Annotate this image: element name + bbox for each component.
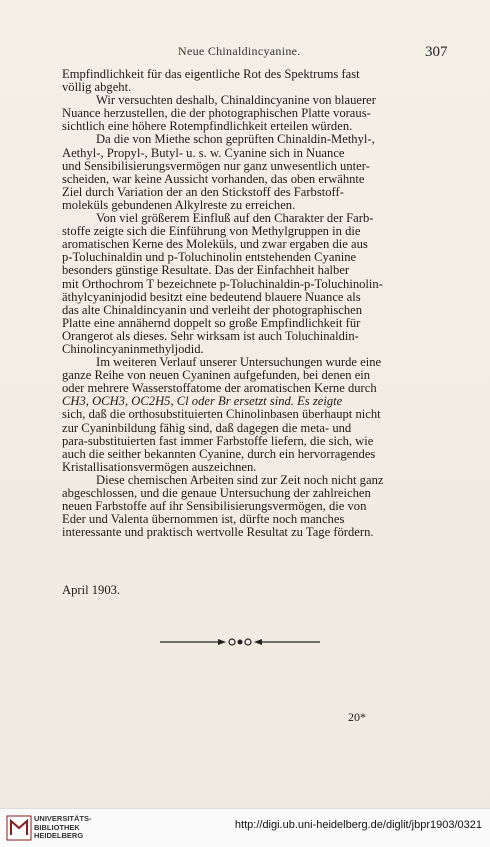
footer-bar [0, 808, 490, 847]
text-line: neuen Farbstoffe auf ihr Sensibilisierungsvermögen, die von [62, 499, 367, 514]
text-line: Eder und Valenta übernommen ist, dürfte noch manches [62, 512, 345, 527]
text-line: das alte Chinaldincyanin und verleiht der photographischen [62, 302, 363, 317]
text-line: zur Cyaninbildung fähig sind, daß dagegen die meta- und [62, 420, 352, 435]
text-line: sichtlich eine höhere Rotempfindlichkeit erteilen würden. [62, 119, 353, 134]
text-line: mit Orthochrom T bezeichnete p-Toluchinaldin-p-Toluchinolin- [62, 276, 383, 291]
text-line: Empfindlichkeit für das eigentliche Rot des Spektrums fast [62, 67, 360, 81]
text-line: moleküls gebundenen Alkylreste zu erreichen. [62, 197, 296, 212]
text-line: stoffe zeigte sich die Einführung von Methylgruppen in die [62, 224, 361, 239]
text-line: völlig abgeht. [62, 80, 132, 95]
text-line: Im weiteren Verlauf unserer Untersuchungen wurde eine [96, 355, 382, 370]
page-header [0, 44, 490, 64]
text-line: Von viel größerem Einfluß auf den Charakter der Farb- [96, 211, 374, 226]
text-line: auch die seither bekannten Cyanine, durch ein hervorragendes [62, 446, 376, 461]
text-line: ganze Reihe von neuen Cyaninen aufgefunden, bei denen ein [62, 368, 371, 383]
text-line: Da die von Miethe schon geprüften Chinaldin-Methyl-, [96, 132, 375, 147]
text-line: und Sensibilisierungsvermögen nur ganz unwesentlich unter- [62, 158, 370, 173]
text-line: Orangerot als dieses. Sehr wirksam ist auch Toluchinaldin- [62, 328, 359, 343]
page-number: 307 [425, 44, 448, 60]
date-line: April 1903. [62, 583, 121, 597]
body-text [62, 68, 440, 539]
library-name: UNIVERSITÄTS- BIBLIOTHEK HEIDELBERG [34, 814, 92, 840]
text-line: Kristallisationsvermögen auszeichnen. [62, 459, 257, 474]
signature-mark: 20* [348, 710, 366, 724]
running-head: Neue Chinaldincyanine. [178, 44, 301, 58]
text-line: aromatischen Kerne des Moleküls, und zwar ergaben die aus [62, 237, 368, 252]
text-line: abgeschlossen, und die genaue Untersuchung der zahlreichen [62, 486, 371, 500]
text-line: Ziel durch Variation der an den Stickstoff des Farbstoff- [62, 184, 344, 199]
text-line: äthylcyaninjodid besitzt eine bedeutend blauere Nuance als [62, 289, 361, 304]
text-line: oder mehrere Wasserstoffatome der aromatischen Kerne durch [62, 381, 377, 396]
text-line: sich, daß die orthosubstituierten Chinolinbasen überhaupt nicht [62, 407, 381, 422]
text-line: p-Toluchinaldin und p-Toluchinolin entstehenden Cyanine [62, 250, 357, 265]
ornament-divider [160, 635, 320, 649]
text-line: besonders günstige Resultate. Das der Einfachheit halber [62, 263, 350, 278]
text-line: Diese chemischen Arbeiten sind zur Zeit noch nicht ganz [96, 472, 384, 487]
library-logo-icon [6, 815, 32, 841]
text-line: Platte eine annähernd doppelt so große Empfindlichkeit für [62, 315, 361, 330]
document-url-link[interactable]: http://digi.ub.uni-heidelberg.de/diglit/jbpr1903/0321 [234, 819, 482, 831]
text-line: Chinolincyaninmethyljodid. [62, 341, 204, 356]
text-line: Aethyl-, Propyl-, Butyl- u. s. w. Cyanine sich in Nuance [62, 145, 345, 160]
text-line: scheiden, war keine Aussicht vorhanden, das oben erwähnte [62, 171, 365, 186]
text-line: para-substituierten fast immer Farbstoffe liefern, die sich, wie [62, 433, 374, 448]
text-line: Nuance herzustellen, die der photographischen Platte voraus- [62, 106, 371, 121]
text-line: CH3, OCH3, OC2H5, Cl oder Br ersetzt sind. Es zeigte [62, 394, 343, 409]
text-line: Wir versuchten deshalb, Chinaldincyanine von blauerer [96, 93, 376, 108]
text-line: interessante und praktisch wertvolle Resultat zu Tage fördern. [62, 525, 374, 540]
